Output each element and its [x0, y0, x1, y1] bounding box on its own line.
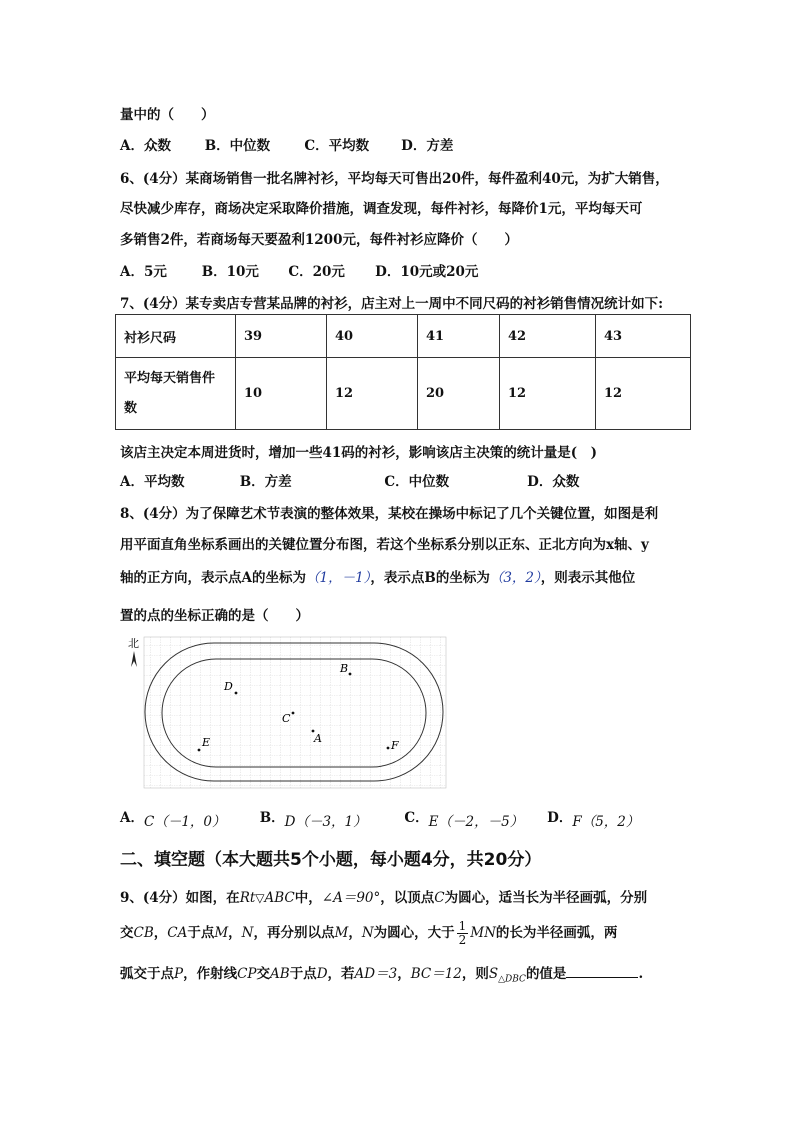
- q9-text: 9、(4分）如图，在: [120, 890, 240, 906]
- q9-text: 的值是: [525, 966, 567, 982]
- q9-text: 交: [120, 925, 134, 941]
- q9-math-subscript: △DBC: [498, 974, 526, 985]
- q9-text: 于点: [187, 925, 215, 941]
- q9-math: AD＝3: [354, 966, 398, 982]
- q5-stem-tail: 量中的（ ）: [120, 107, 215, 123]
- q8-option-b-letter: B．: [259, 810, 285, 826]
- table-header-sales: [116, 358, 236, 430]
- q9-text: 中，: [294, 890, 322, 906]
- q9-math-c: C: [434, 890, 445, 906]
- q8-option-d-value: F（5，2）: [572, 814, 640, 830]
- table-header-sales-line2: 数: [124, 400, 138, 416]
- north-label: 北: [128, 637, 139, 650]
- q8-line3: [120, 566, 635, 586]
- fraction-denominator: 2: [458, 933, 467, 947]
- point-e-label: E: [202, 736, 211, 749]
- q9-math-area: S: [488, 966, 499, 982]
- section-2-title: 二、填空题（本大题共5个小题，每小题4分，共20分）: [120, 850, 542, 870]
- q6-line3: 多销售2件，若商场每天要盈利1200元，每件衬衫应降价（ ）: [120, 232, 518, 248]
- q9-text: ，: [228, 925, 242, 941]
- q9-text: ，: [153, 925, 168, 941]
- q9-text: .: [638, 966, 644, 982]
- q9-text: 交: [256, 966, 271, 982]
- q6-option-d[interactable]: D．10元或20元: [375, 264, 479, 280]
- table-cell: 39: [236, 315, 327, 358]
- q9-math: CB: [133, 925, 154, 941]
- q8-option-a-value: C（－1，0）: [143, 814, 226, 830]
- q9-math: M: [334, 925, 349, 941]
- point-f-label: F: [391, 739, 399, 752]
- q9-math: D: [316, 966, 328, 982]
- table-cell: 12: [500, 358, 596, 430]
- q8-option-a-letter: A．: [120, 810, 144, 826]
- q9-fraction: [457, 920, 469, 947]
- q6-line2: 尽快减少库存，商场决定采取降价措施，调查发现，每件衬衫，每降价1元，平均每天可: [120, 201, 643, 217]
- q9-math: CA: [167, 925, 188, 941]
- q8-line1: 8、(4分）为了保障艺术节表演的整体效果，某校在操场中标记了几个关键位置，如图是利: [120, 506, 659, 522]
- point-a-label: A: [314, 732, 322, 745]
- q9-text: 于点: [289, 966, 317, 982]
- q9-text: 为圆心，适当长为半径画弧，分别: [444, 890, 648, 906]
- q7-option-d[interactable]: D．众数: [527, 474, 580, 490]
- q9-text: ，: [348, 925, 362, 941]
- q9-math: P: [174, 966, 184, 982]
- q8-line3-text-a: 轴的正方向，表示点A的坐标为: [120, 570, 306, 586]
- q9-text: 弧交于点: [120, 966, 174, 982]
- q9-math-abc: ABC: [264, 890, 295, 906]
- q9-text: ，以顶点: [380, 890, 435, 906]
- q8-option-c[interactable]: [404, 806, 542, 830]
- point-d-label: D: [224, 680, 233, 693]
- q9-line1: [120, 886, 647, 906]
- q7-options: [120, 470, 579, 490]
- q6-option-c[interactable]: C．20元: [288, 264, 345, 280]
- q9-text: ，: [397, 966, 411, 982]
- table-header-size: 衬衫尺码: [116, 315, 236, 358]
- q8-line2: 用平面直角坐标系画出的关键位置分布图，若这个坐标系分别以正东、正北方向为x轴、y: [120, 537, 649, 553]
- grid-background: [144, 637, 446, 788]
- q9-text: ，作射线: [183, 966, 238, 982]
- q8-option-b-value: D（－3，1）: [284, 814, 367, 830]
- q6-line1: 6、(4分）某商场销售一批名牌衬衫，平均每天可售出20件，每件盈利40元，为扩大销售，: [120, 171, 669, 187]
- q6-option-b[interactable]: B．10元: [201, 264, 259, 280]
- q8-line3-text-b: ，表示点B的坐标为: [370, 570, 490, 586]
- answer-blank[interactable]: [566, 963, 638, 978]
- table-cell: 20: [418, 358, 500, 430]
- q8-line4: 置的点的坐标正确的是（ ）: [120, 608, 309, 624]
- q5-options: [120, 134, 453, 154]
- q7-option-c[interactable]: C．中位数: [384, 474, 450, 490]
- q7-after: 该店主决定本周进货时，增加一些41码的衬衫，影响该店主决策的统计量是( ): [120, 445, 598, 461]
- q7-option-a[interactable]: A．平均数: [120, 474, 185, 490]
- q8-option-b[interactable]: [259, 806, 400, 830]
- coord-b: （3，2）: [489, 570, 541, 586]
- q8-option-a[interactable]: [120, 806, 255, 830]
- q9-line3: [120, 962, 643, 985]
- q8-option-c-letter: C．: [404, 810, 429, 826]
- q8-option-d[interactable]: [547, 806, 640, 830]
- table-row-sales: [116, 358, 691, 430]
- fraction-numerator: 1: [458, 919, 467, 933]
- q8-options: [120, 806, 640, 830]
- q5-option-b[interactable]: B．中位数: [204, 138, 271, 154]
- north-arrow-icon: [131, 651, 137, 667]
- q8-line3-text-c: ，则表示其他位: [540, 570, 636, 586]
- q9-math: MN: [470, 925, 496, 941]
- q9-text: 为圆心，大于: [373, 925, 455, 941]
- q6-option-a[interactable]: A．5元: [120, 264, 167, 280]
- table-cell: 12: [327, 358, 418, 430]
- q8-option-c-value: E（－2，－5）: [428, 814, 524, 830]
- q9-text: ，则: [461, 966, 489, 982]
- q9-text: ，若: [327, 966, 355, 982]
- q5-option-d[interactable]: D．方差: [401, 138, 454, 154]
- table-cell: 40: [327, 315, 418, 358]
- q9-math: CP: [237, 966, 257, 982]
- q6-options: [120, 260, 478, 280]
- point-c-label: C: [282, 712, 291, 725]
- triangle-icon: ▽: [255, 891, 265, 905]
- q8-option-d-letter: D．: [547, 810, 573, 826]
- q9-text: ，再分别以点: [253, 925, 335, 941]
- q9-math: AB: [270, 966, 290, 982]
- table-cell: 41: [418, 315, 500, 358]
- q7-stem: 7、(4分）某专卖店专营某品牌的衬衫，店主对上一周中不同尺码的衬衫销售情况统计如下:: [120, 296, 664, 312]
- table-row-sizes: [116, 315, 691, 358]
- point-a: [312, 730, 322, 745]
- table-cell: 10: [236, 358, 327, 430]
- q9-text: 的长为半径画弧，两: [495, 925, 618, 941]
- table-cell: 42: [500, 315, 596, 358]
- q9-line2: [120, 920, 617, 947]
- coord-a: （1，－1）: [305, 570, 371, 586]
- q9-math: BC＝12: [410, 966, 462, 982]
- q9-math-rt: Rt: [239, 890, 256, 906]
- q9-math: M: [214, 925, 229, 941]
- q9-math-angle: ∠A＝90°: [321, 890, 381, 906]
- table-header-sales-line1: 平均每天销售件: [124, 370, 216, 386]
- track-coordinate-map: [128, 635, 450, 790]
- q5-option-a[interactable]: A．众数: [120, 138, 171, 154]
- table-cell: 12: [596, 358, 691, 430]
- table-cell: 43: [596, 315, 691, 358]
- q7-option-b[interactable]: B．方差: [239, 474, 292, 490]
- point-b-label: B: [340, 662, 349, 675]
- q9-math: N: [241, 925, 254, 941]
- q5-option-c[interactable]: C．平均数: [304, 138, 370, 154]
- size-sales-table: [115, 314, 691, 430]
- q9-math: N: [361, 925, 374, 941]
